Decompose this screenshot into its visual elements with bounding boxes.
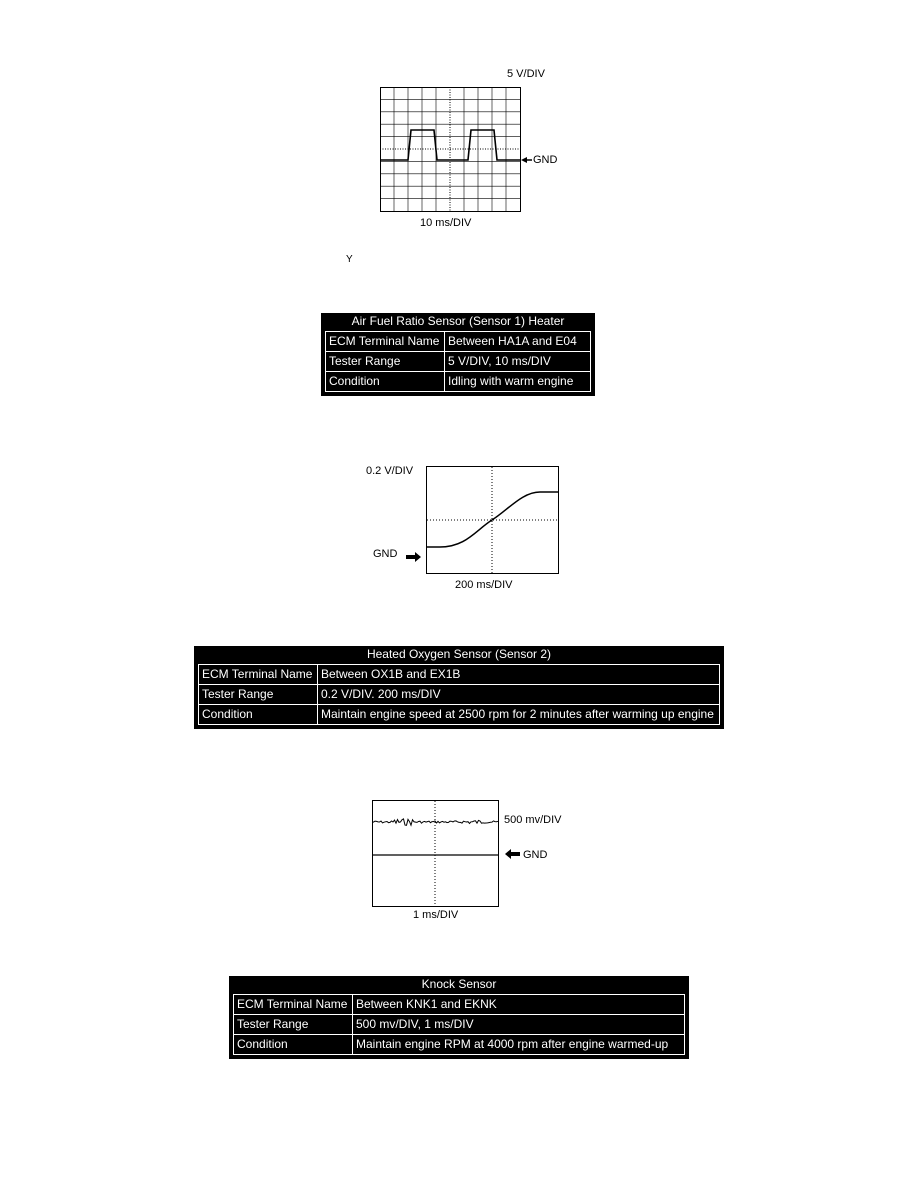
table-knock-sensor bbox=[229, 976, 689, 1059]
table-cell-value: Maintain engine speed at 2500 rpm for 2 minutes after warming up engine bbox=[318, 705, 720, 725]
table-cell-value: Maintain engine RPM at 4000 rpm after engine warmed-up bbox=[353, 1035, 685, 1055]
scope2-volt-div-label: 0.2 V/DIV bbox=[366, 465, 414, 477]
table-cell-label: ECM Terminal Name bbox=[326, 332, 445, 352]
table-cell-label: Condition bbox=[326, 372, 445, 392]
table-cell-label: ECM Terminal Name bbox=[199, 665, 318, 685]
scope3-volt-div-label: 500 mv/DIV bbox=[504, 814, 562, 826]
table-cell-label: ECM Terminal Name bbox=[234, 995, 353, 1015]
table-cell-value: 0.2 V/DIV. 200 ms/DIV bbox=[318, 685, 720, 705]
table-cell-label: Tester Range bbox=[234, 1015, 353, 1035]
table-row bbox=[234, 1035, 685, 1055]
table-cell-value: Idling with warm engine bbox=[445, 372, 591, 392]
table-row bbox=[199, 705, 720, 725]
arrow-left-icon bbox=[505, 849, 521, 859]
table-title: Knock Sensor bbox=[421, 977, 497, 991]
table-cell-value: 5 V/DIV, 10 ms/DIV bbox=[445, 352, 591, 372]
table-cell-value: 500 mv/DIV, 1 ms/DIV bbox=[353, 1015, 685, 1035]
table-cell-label: Tester Range bbox=[326, 352, 445, 372]
table-cell-value: Between KNK1 and EKNK bbox=[353, 995, 685, 1015]
table-title: Heated Oxygen Sensor (Sensor 2) bbox=[366, 647, 552, 661]
table-row bbox=[326, 372, 591, 392]
scope3-waveform-diagram bbox=[372, 800, 502, 910]
scope1-time-div-label: 10 ms/DIV bbox=[420, 217, 472, 229]
table-heated-oxygen bbox=[194, 646, 724, 729]
table-row bbox=[326, 332, 591, 352]
scope2-waveform-diagram bbox=[426, 466, 566, 576]
table-cell-label: Condition bbox=[199, 705, 318, 725]
table-cell-value: Between OX1B and EX1B bbox=[318, 665, 720, 685]
scope3-time-div-label: 1 ms/DIV bbox=[413, 909, 459, 921]
table-title: Air Fuel Ratio Sensor (Sensor 1) Heater bbox=[351, 314, 565, 328]
scope2-time-div-label: 200 ms/DIV bbox=[455, 579, 513, 591]
table-cell-label: Tester Range bbox=[199, 685, 318, 705]
scope1-gnd-label: GND bbox=[533, 154, 558, 166]
table-row bbox=[199, 685, 720, 705]
table-cell-label: Condition bbox=[234, 1035, 353, 1055]
table-row bbox=[326, 352, 591, 372]
table-row bbox=[199, 665, 720, 685]
table-row bbox=[234, 1015, 685, 1035]
table-cell-value: Between HA1A and E04 bbox=[445, 332, 591, 352]
table-afr-heater bbox=[321, 313, 595, 396]
scope3-gnd-label: GND bbox=[523, 849, 548, 861]
scope1-waveform-diagram bbox=[380, 87, 540, 217]
table-row bbox=[234, 995, 685, 1015]
stray-mark: Y bbox=[346, 254, 353, 265]
scope2-gnd-label: GND bbox=[373, 548, 398, 560]
arrow-right-icon bbox=[406, 552, 422, 562]
scope1-volt-div-label: 5 V/DIV bbox=[507, 68, 545, 80]
